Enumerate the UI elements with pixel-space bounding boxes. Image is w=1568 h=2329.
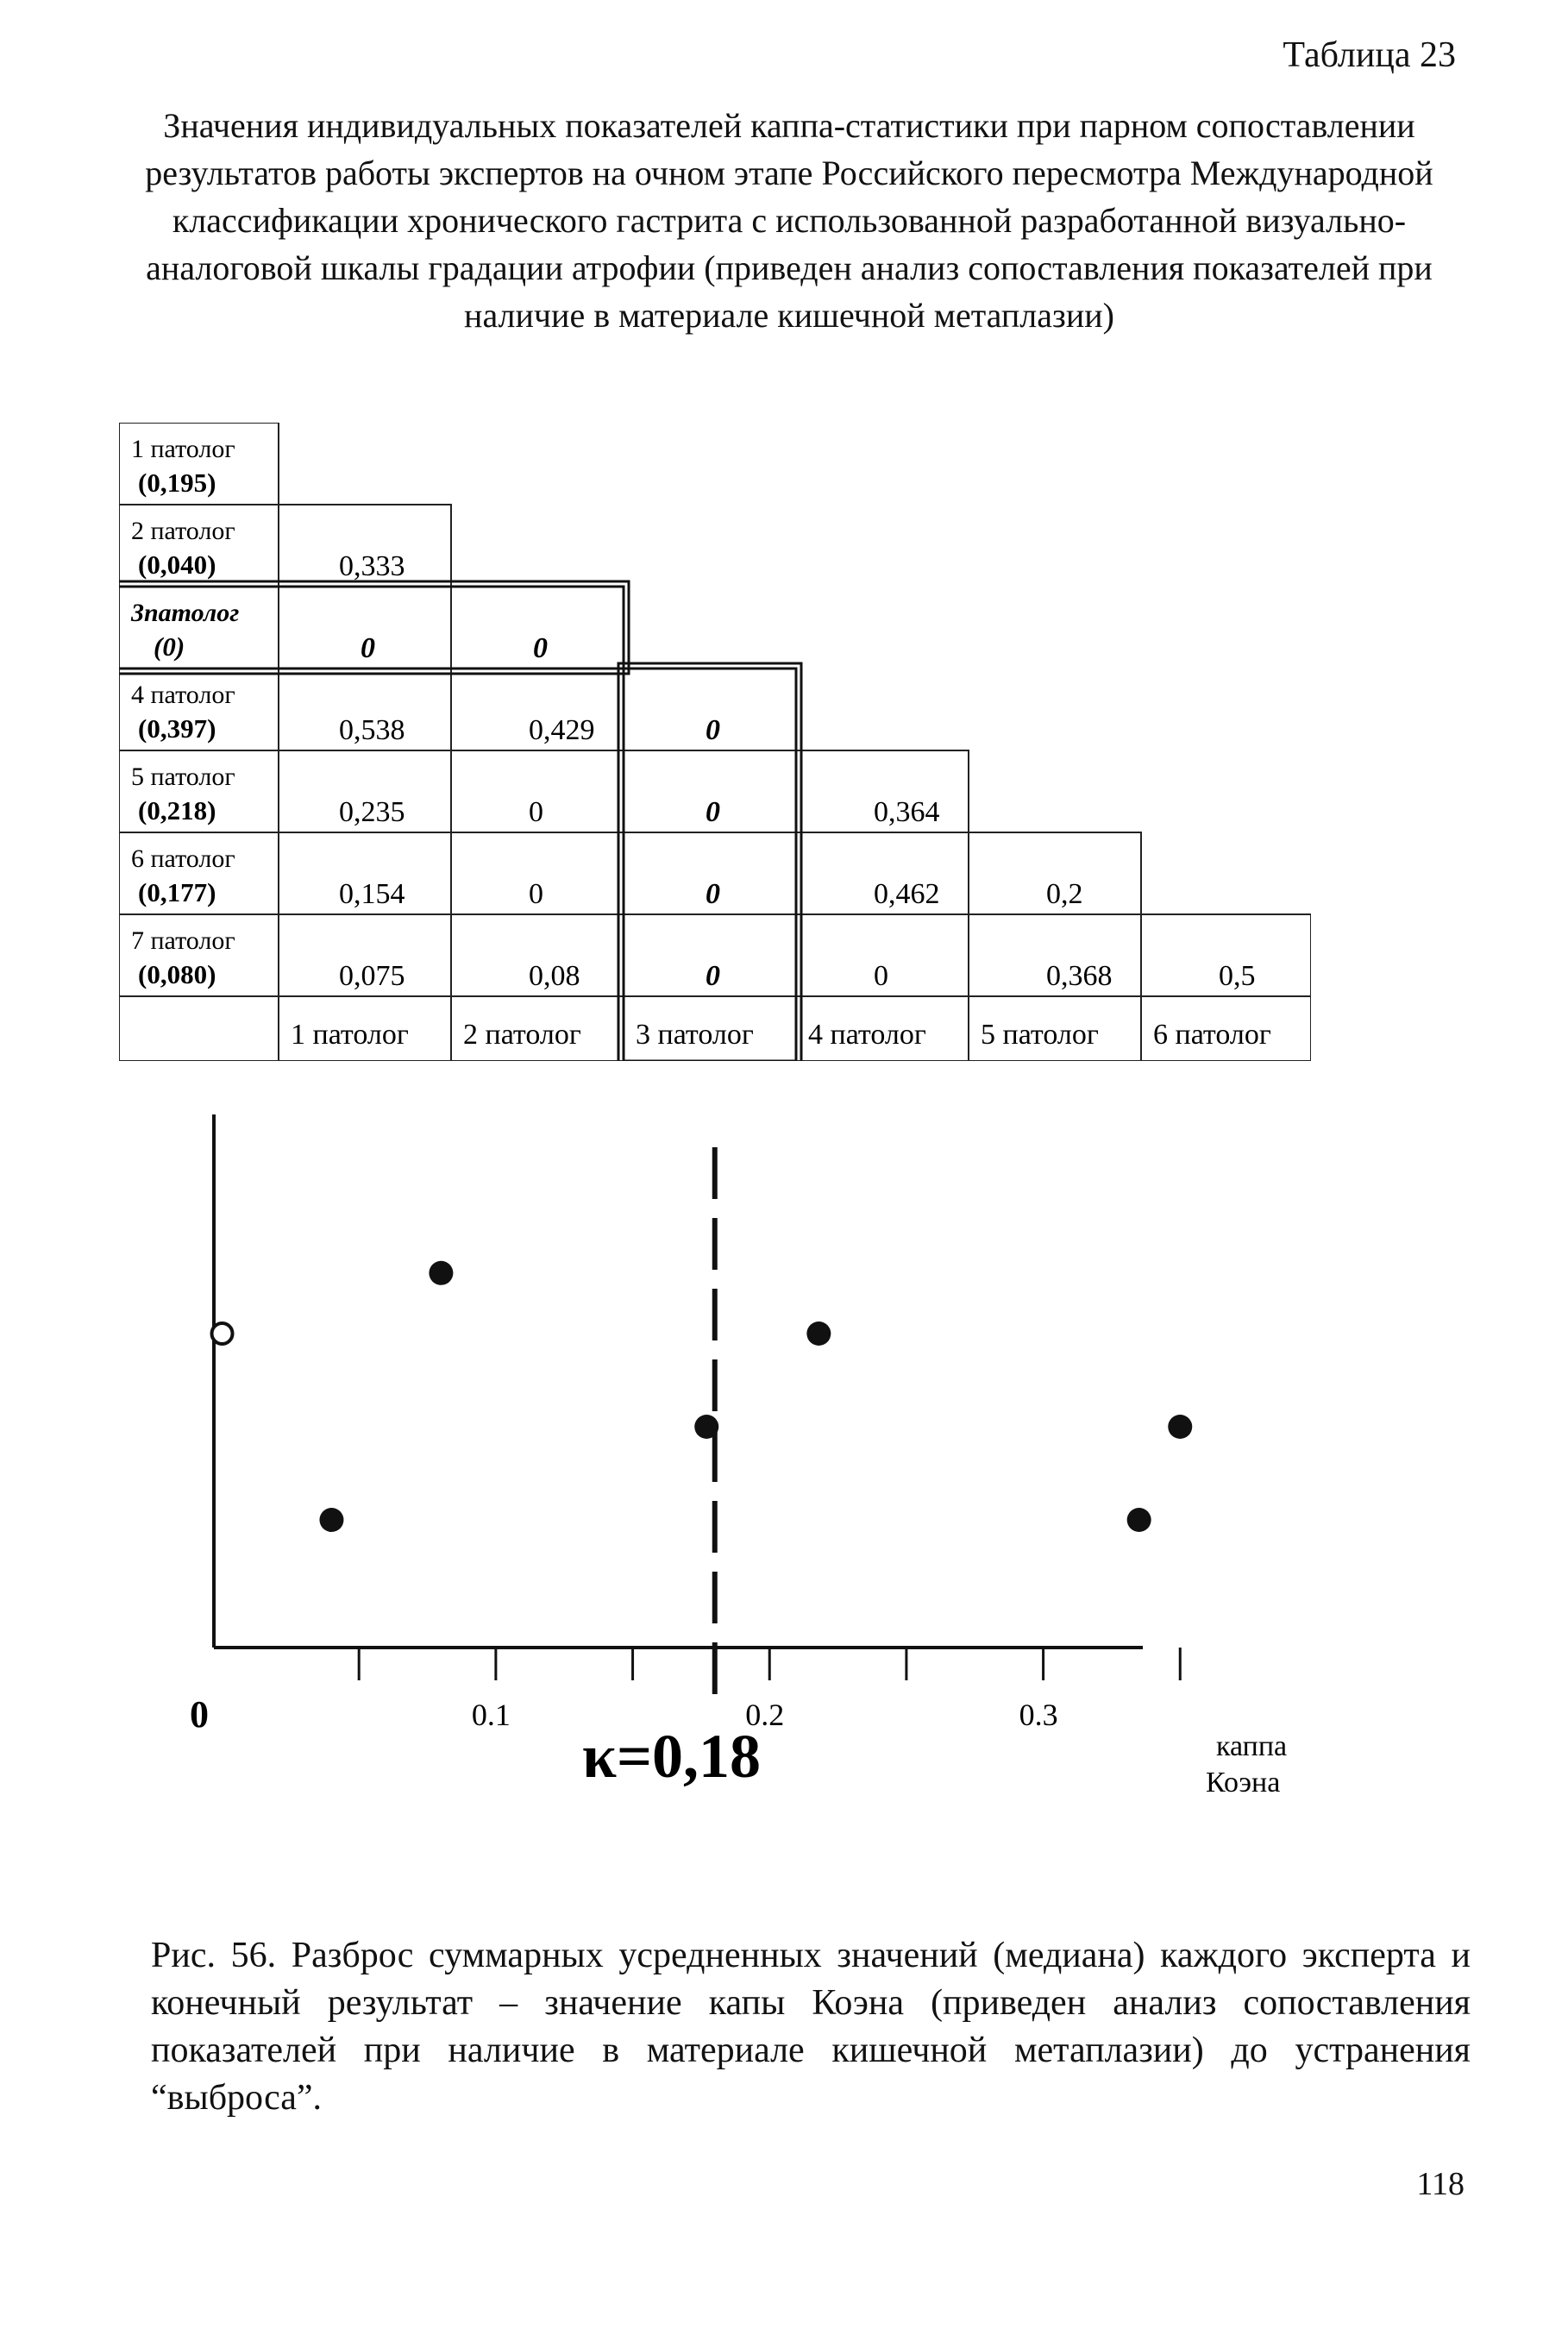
table-title: Значения индивидуальных показателей каппа-статистики при парном сопоставлении результатов работы экспертов на очном этапе Российского пересмотра Международной классификации хронического гастрита с использованной разработанной визуально-аналоговой шкалы градации атрофии (приведен анализ сопоставления показателей при наличие в материале кишечной метаплазии): [145, 106, 1433, 335]
row-label: 5 патолог: [131, 763, 235, 791]
row-label: 1 патолог: [131, 435, 235, 463]
table-label: Таблица 23: [1283, 35, 1456, 75]
row-median: (0,218): [138, 795, 216, 826]
x-axis-label-line: каппа: [1216, 1730, 1288, 1762]
data-point: [319, 1508, 343, 1532]
table-value: 0: [706, 960, 720, 992]
table-cell: [119, 996, 279, 1061]
x-tick-label: 0.3: [1019, 1698, 1058, 1732]
table-value: 0: [529, 878, 543, 910]
table-value: 0: [706, 878, 720, 910]
table-value: 0,538: [339, 714, 405, 746]
table-value: 0,462: [874, 878, 940, 910]
row-median: (0,080): [138, 959, 216, 989]
row-median: (0,195): [138, 468, 216, 498]
row-label: 7 патолог: [131, 926, 235, 955]
table-value: 0,08: [529, 960, 580, 992]
table-value: 0,5: [1219, 960, 1256, 992]
row-median: (0,397): [138, 713, 216, 744]
figure-caption: Рис. 56. Разброс суммарных усредненных значений (медиана) каждого эксперта и конечный результат – значение капы Коэна (приведен анализ сопоставления показателей при наличие в материале кишечной метаплазии) до устранения “выброса”.: [151, 1936, 1471, 2118]
data-point-open: [212, 1323, 233, 1344]
table-value: 0,154: [339, 878, 405, 910]
row-label: 4 патолог: [131, 681, 235, 709]
row-median: (0): [154, 631, 185, 662]
table-value: 0: [706, 796, 720, 828]
table-value: 0,075: [339, 960, 405, 992]
data-point: [429, 1261, 453, 1285]
data-point: [1127, 1508, 1151, 1532]
column-header: 2 патолог: [463, 1019, 581, 1051]
table-value: 0: [529, 796, 543, 828]
x-tick-label: 0.1: [471, 1698, 511, 1732]
table-value: 0,2: [1046, 878, 1083, 910]
x-tick-label: 0.2: [745, 1698, 785, 1732]
row-label: 6 патолог: [131, 844, 235, 873]
table-value: 0: [533, 632, 548, 664]
table-value: 0: [874, 960, 888, 992]
data-point: [1168, 1415, 1192, 1439]
table-value: 0,368: [1046, 960, 1113, 992]
kappa-matrix-table: [119, 423, 1311, 1061]
column-header: 4 патолог: [808, 1019, 926, 1051]
row-median: (0,177): [138, 877, 216, 907]
data-point: [694, 1415, 718, 1439]
table-value: 0: [706, 714, 720, 746]
x-axis-label: [1206, 1730, 1287, 1799]
table-value: 0,333: [339, 550, 405, 582]
x-axis-label-line: Коэна: [1206, 1767, 1281, 1799]
kappa-scatter-plot: [0, 1113, 1568, 1846]
data-point: [806, 1321, 831, 1346]
column-header: 6 патолог: [1153, 1019, 1271, 1051]
table-value: 0,364: [874, 796, 940, 828]
page-number: 118: [1416, 2166, 1465, 2202]
row-label: 3патолог: [131, 599, 240, 627]
kappa-value-label: κ=0,18: [582, 1722, 761, 1791]
column-header: 3 патолог: [636, 1019, 754, 1051]
column-header: 5 патолог: [981, 1019, 1099, 1051]
column-header: 1 патолог: [291, 1019, 409, 1051]
row-label: 2 патолог: [131, 517, 235, 545]
table-value: 0,235: [339, 796, 405, 828]
table-value: 0,429: [529, 714, 595, 746]
table-value: 0: [361, 632, 375, 664]
row-median: (0,040): [138, 549, 216, 580]
origin-label: 0: [190, 1693, 209, 1736]
